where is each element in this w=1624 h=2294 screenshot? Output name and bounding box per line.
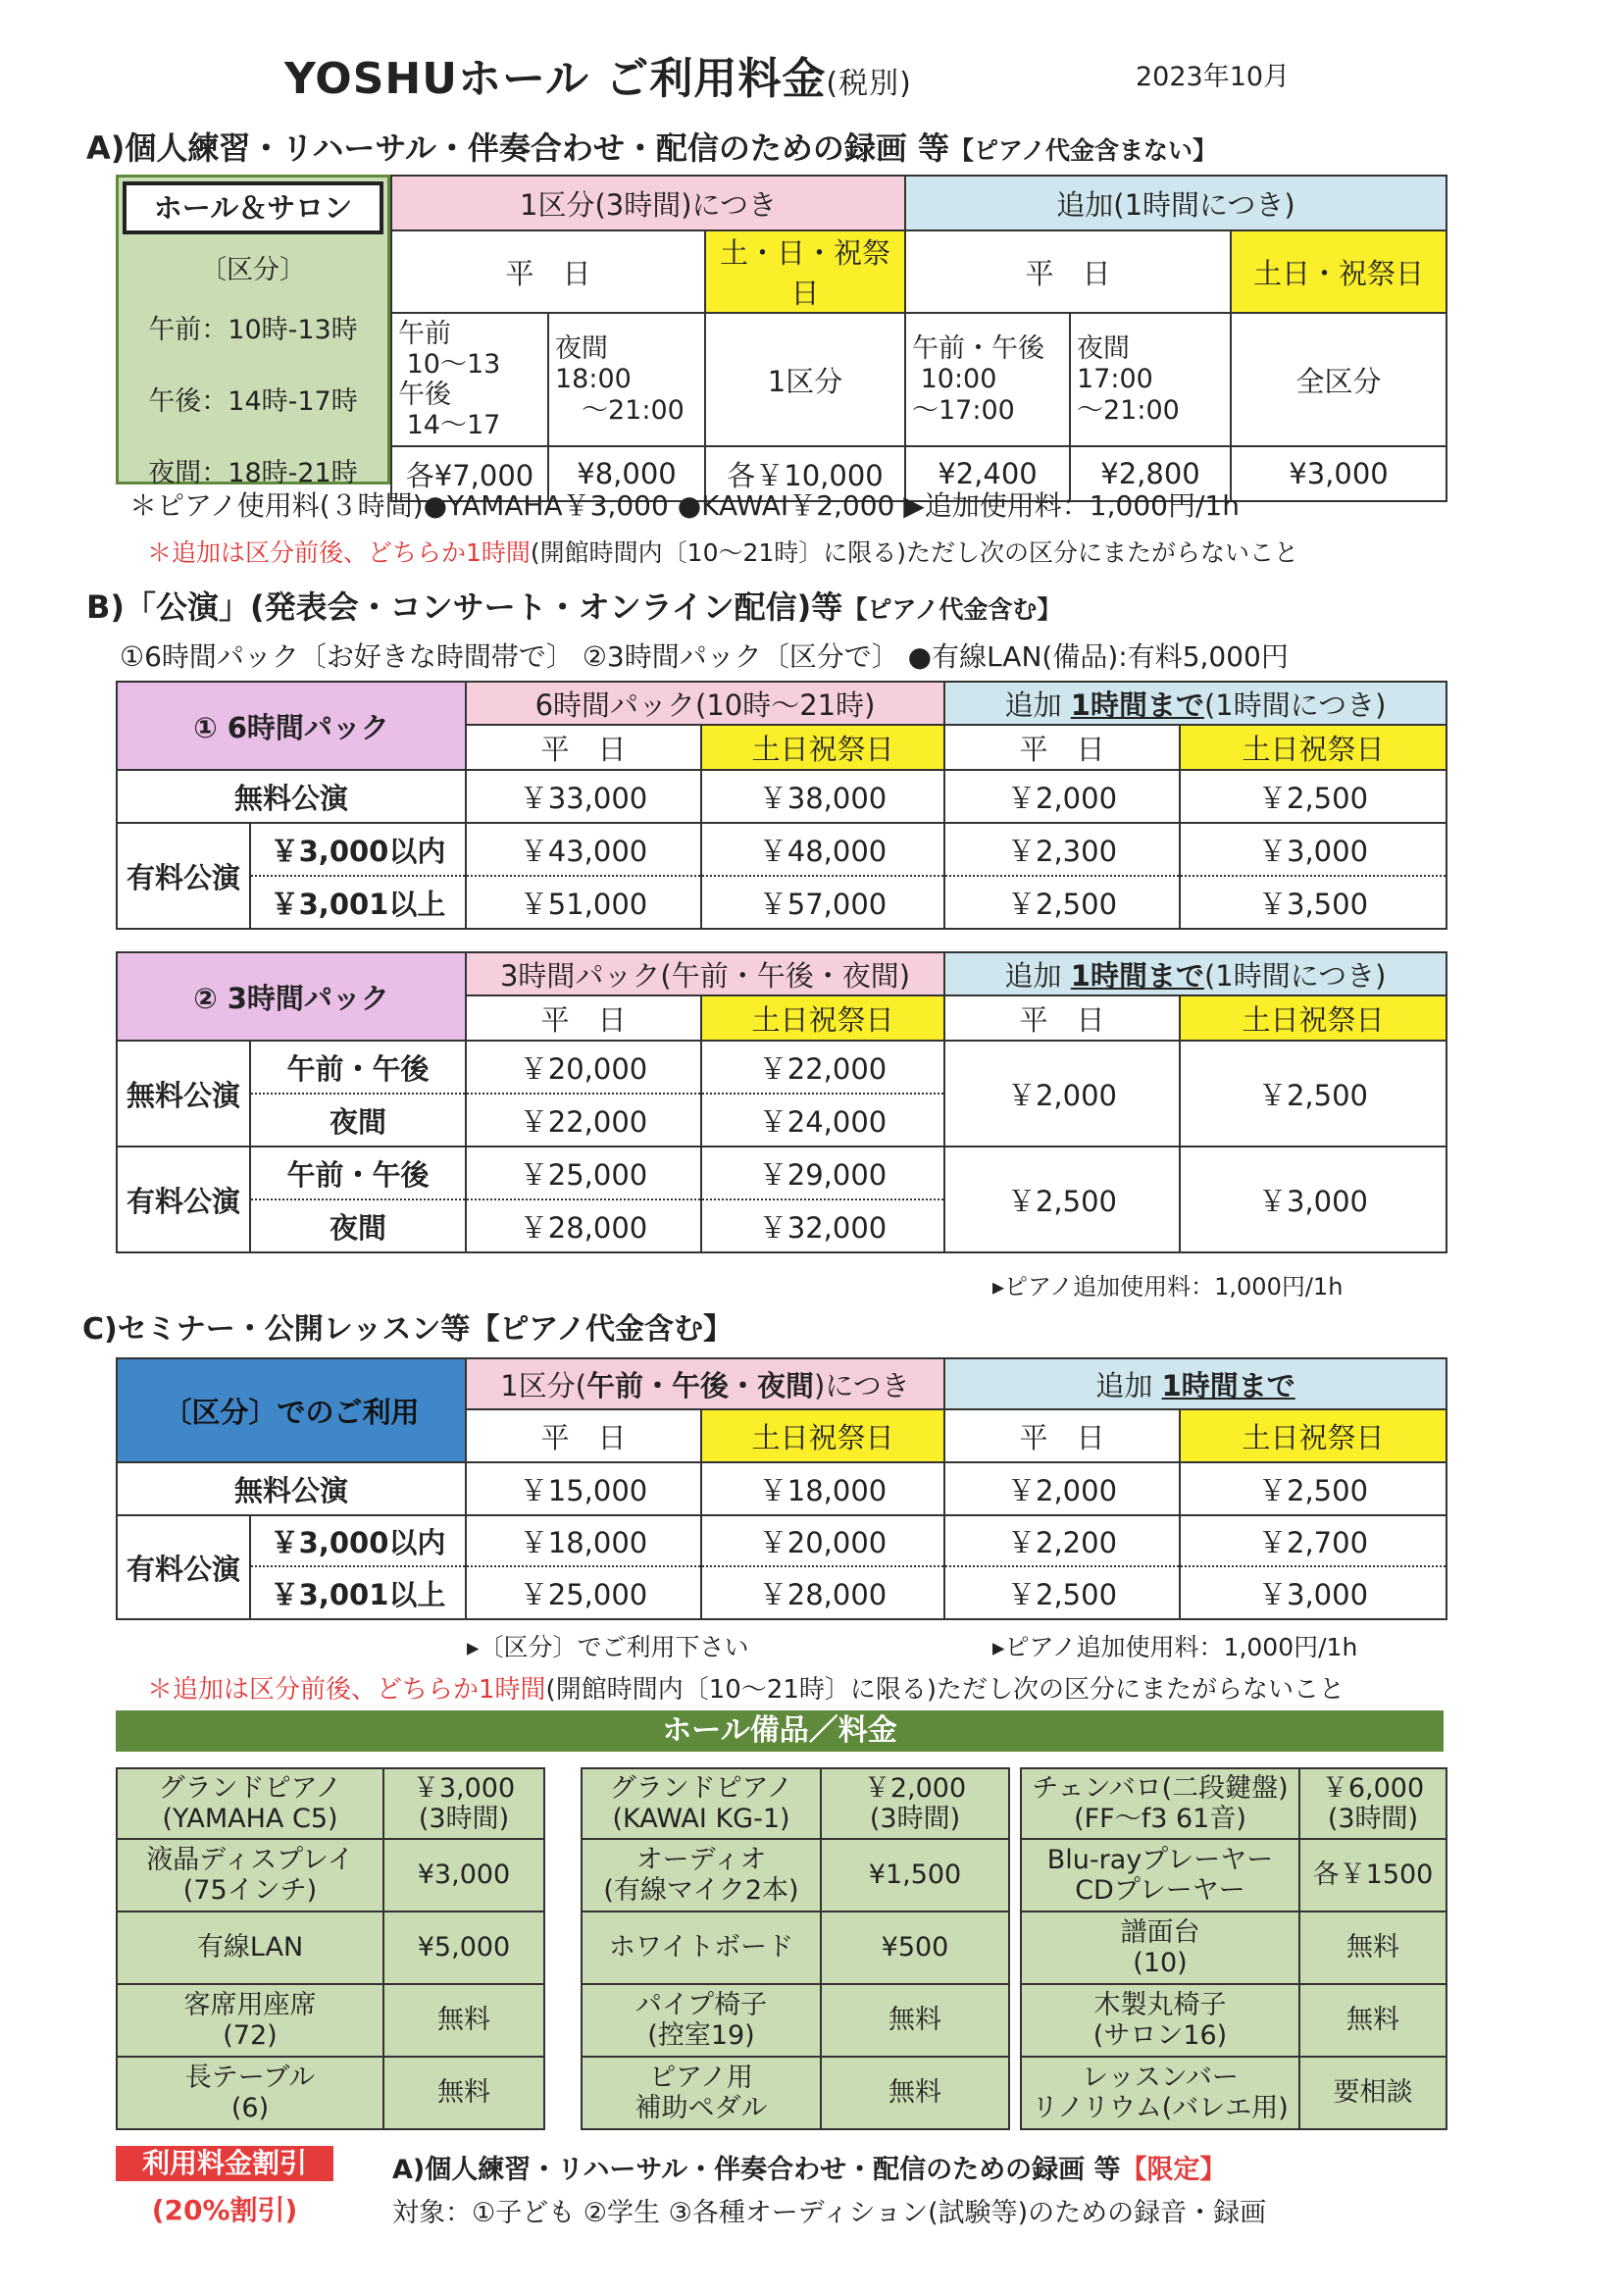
- c-block-bold: 午前・午後・夜間: [586, 1368, 815, 1402]
- equip-price: 無料: [1299, 1984, 1446, 2057]
- extra-note-a-rest: (開館時間内〔10〜21時〕に限る)ただし次の区分にまたがらないこと: [530, 538, 1299, 567]
- section-a-tag: 【ピアノ代金含まない】: [948, 136, 1217, 165]
- price-cell: ￥18,000: [701, 1462, 944, 1515]
- price-cell: ￥20,000: [701, 1515, 944, 1566]
- price-cell: ￥20,000: [466, 1041, 701, 1094]
- price-cell: ￥2,000: [944, 1041, 1180, 1147]
- price-cell: ￥18,000: [466, 1515, 701, 1566]
- kubun-panel: [116, 175, 390, 488]
- price-cell: ￥2,000: [944, 1462, 1180, 1515]
- price-cell: ￥32,000: [701, 1199, 944, 1252]
- equip-item: 客席用座席 (72): [117, 1984, 383, 2057]
- section-b-tag: 【ピアノ代金含む】: [842, 595, 1062, 624]
- discount-line1-tag: 【限定】: [1120, 2155, 1227, 2185]
- price-cell: ￥3,000: [1180, 1147, 1446, 1252]
- table-a: [390, 175, 1447, 502]
- price-cell: ￥2,500: [1180, 770, 1446, 823]
- section-a-title: A)個人練習・リハーサル・伴奏合わせ・配信のための録画 等: [86, 129, 949, 167]
- price-cell: ￥2,500: [944, 876, 1180, 929]
- col-add: 追加(1時間につき): [905, 176, 1446, 230]
- night-label: 夜間: [250, 1094, 466, 1147]
- add-bold: 1時間まで: [1070, 958, 1204, 993]
- holiday-add: 土日・祝祭日: [1231, 230, 1446, 313]
- slot-one: 1区分: [705, 313, 905, 446]
- free-label: 無料公演: [117, 770, 466, 823]
- slot-am-pm: 午前 10〜13 午後 14〜17: [391, 313, 548, 446]
- price-cell: ￥2,500: [1180, 1462, 1446, 1515]
- kubun-night: 夜間：18時-21時: [148, 458, 358, 488]
- equip-price: ￥3,000 (3時間): [383, 1768, 544, 1839]
- price-cell: 各¥7,000: [391, 446, 548, 501]
- price-cell: ￥2,200: [944, 1515, 1180, 1566]
- add-pre: 追加: [1004, 958, 1071, 993]
- price-cell: ￥2,000: [944, 770, 1180, 823]
- c-note-right: ▸ピアノ追加使用料：1,000円/1h: [992, 1633, 1358, 1661]
- c-block-post: )につき: [814, 1368, 910, 1402]
- discount-line2: 対象：①子ども ②学生 ③各種オーディション(試験等)のための録音・録画: [392, 2198, 1267, 2228]
- table-b2: [116, 951, 1447, 1253]
- holiday: 土日祝祭日: [701, 995, 944, 1041]
- slot-night: 夜間 18:00 〜21:00: [548, 313, 705, 446]
- price-cell: ¥3,000: [1231, 446, 1446, 501]
- equip-price: 無料: [383, 1984, 544, 2057]
- over-label: ￥3,001以上: [250, 876, 466, 929]
- equip-item: グランドピアノ (KAWAI KG-1): [582, 1768, 821, 1839]
- price-cell: ￥3,500: [1180, 876, 1446, 929]
- section-c-title: C)セミナー・公開レッスン等: [82, 1312, 471, 1347]
- c-add-bold: 1時間まで: [1161, 1368, 1295, 1402]
- under-label: ￥3,000以内: [250, 823, 466, 876]
- equip-price: 無料: [821, 2057, 1009, 2129]
- add-pre: 追加: [1004, 688, 1071, 722]
- holiday: 土日祝祭日: [701, 1409, 944, 1462]
- pack6-add: [944, 682, 1446, 725]
- equip-price: 要相談: [1299, 2057, 1446, 2129]
- extra-note-a: [147, 534, 1298, 569]
- price-cell: ￥22,000: [701, 1041, 944, 1094]
- equip-item: ホワイトボード: [582, 1912, 821, 1984]
- free-label: 無料公演: [117, 1041, 250, 1147]
- equip-item: 有線LAN: [117, 1912, 383, 1984]
- kubun-use-label: 〔区分〕でのご利用: [117, 1358, 466, 1462]
- date: 2023年10月: [1136, 62, 1291, 92]
- equip-item: 長テーブル (6): [117, 2057, 383, 2129]
- extra-note-a-red: ＊追加は区分前後、どちらか1時間: [147, 538, 531, 567]
- price-cell: ￥38,000: [701, 770, 944, 823]
- c-block-pre: 1区分(: [500, 1368, 587, 1402]
- pack3-col: 3時間パック(午前・午後・夜間): [466, 952, 944, 995]
- equip-price: 無料: [383, 2057, 544, 2129]
- table-b1: [116, 681, 1447, 930]
- weekday: 平 日: [944, 1409, 1180, 1462]
- equip-item: オーディオ (有線マイク2本): [582, 1839, 821, 1912]
- price-cell: ￥57,000: [701, 876, 944, 929]
- equip-item: チェンバロ(二段鍵盤) (FF〜f3 61音): [1021, 1768, 1299, 1839]
- price-cell: ¥2,400: [905, 446, 1070, 501]
- piano-note-a: ＊ピアノ使用料(３時間)●YAMAHA￥3,000 ●KAWAI￥2,000 ▶追加使用料：1,000円/1h: [129, 489, 1240, 522]
- price-cell: ￥24,000: [701, 1094, 944, 1147]
- add-post: (1時間につき): [1203, 958, 1387, 993]
- equip-item: 液晶ディスプレイ (75インチ): [117, 1839, 383, 1912]
- price-cell: ￥48,000: [701, 823, 944, 876]
- col-block: 1区分(3時間)につき: [391, 176, 905, 230]
- equip-price: 無料: [821, 1984, 1009, 2057]
- equip-item: パイプ椅子 (控室19): [582, 1984, 821, 2057]
- equip-price: ¥500: [821, 1912, 1009, 1984]
- section-c-heading: [82, 1304, 733, 1348]
- section-b-heading: [86, 583, 1061, 628]
- discount-badge: 利用料金割引: [116, 2146, 333, 2181]
- price-cell: ￥2,700: [1180, 1515, 1446, 1566]
- equip-item: ピアノ用 補助ペダル: [582, 2057, 821, 2129]
- under-label: ￥3,000以内: [250, 1515, 466, 1566]
- equip-price: 各￥1500: [1299, 1839, 1446, 1912]
- kubun-am: 午前：10時-13時: [148, 315, 358, 345]
- equip-price: ￥6,000 (3時間): [1299, 1768, 1446, 1839]
- price-cell: ￥25,000: [466, 1566, 701, 1619]
- weekday: 平 日: [944, 995, 1180, 1041]
- price-cell: ¥2,800: [1070, 446, 1231, 501]
- paid-label: 有料公演: [117, 823, 250, 929]
- section-b-title: B)「公演」(発表会・コンサート・オンライン配信)等: [86, 588, 843, 626]
- equip-price: ¥1,500: [821, 1839, 1009, 1912]
- equip-price: ¥3,000: [383, 1839, 544, 1912]
- section-c-tag: 【ピアノ代金含む】: [470, 1312, 734, 1347]
- section-a-heading: [86, 124, 1217, 169]
- price-cell: ￥29,000: [701, 1147, 944, 1199]
- price-cell: ￥3,000: [1180, 1566, 1446, 1619]
- pack3-add: [944, 952, 1446, 995]
- equip-item: 木製丸椅子 (サロン16): [1021, 1984, 1299, 2057]
- price-cell: ￥22,000: [466, 1094, 701, 1147]
- hall-label: ホール＆サロン: [123, 181, 383, 234]
- weekday: 平 日: [944, 725, 1180, 770]
- pack3-label: ② 3時間パック: [117, 952, 466, 1041]
- holiday: 土日祝祭日: [1180, 995, 1446, 1041]
- title-sub: (税別): [826, 67, 912, 101]
- c-col-add: [944, 1358, 1446, 1409]
- equipment-table-1: [116, 1767, 545, 2130]
- price-cell: ￥51,000: [466, 876, 701, 929]
- equipment-table-2: [581, 1767, 1010, 2130]
- holiday-a: 土・日・祝祭日: [705, 230, 905, 313]
- price-cell: ¥8,000: [548, 446, 705, 501]
- price-cell: ￥2,500: [944, 1147, 1180, 1252]
- over-label: ￥3,001以上: [250, 1566, 466, 1619]
- price-cell: ￥33,000: [466, 770, 701, 823]
- price-cell: ￥28,000: [701, 1566, 944, 1619]
- free-label: 無料公演: [117, 1462, 466, 1515]
- price-cell: ￥28,000: [466, 1199, 701, 1252]
- equip-price: 無料: [1299, 1912, 1446, 1984]
- c-note-left: ▸〔区分〕でご利用下さい: [467, 1633, 749, 1661]
- price-cell: ￥15,000: [466, 1462, 701, 1515]
- paid-label: 有料公演: [117, 1515, 250, 1619]
- weekday-a: 平 日: [391, 230, 705, 313]
- equipment-title: ホール備品／料金: [116, 1710, 1444, 1752]
- slot-add-day: 午前・午後 10:00 〜17:00: [905, 313, 1070, 446]
- price-cell: ￥2,500: [1180, 1041, 1446, 1147]
- add-post: (1時間につき): [1203, 688, 1387, 722]
- paid-label: 有料公演: [117, 1147, 250, 1252]
- slot-all: 全区分: [1231, 313, 1446, 446]
- equip-price: ￥2,000 (3時間): [821, 1768, 1009, 1839]
- title-main: YOSHUホール ご利用料金: [284, 54, 827, 104]
- discount-rate: (20%割引): [151, 2194, 298, 2226]
- piano-note-b: ▸ピアノ追加使用料：1,000円/1h: [992, 1273, 1344, 1300]
- kubun-head: 〔区分〕: [200, 255, 306, 285]
- equip-price: ¥5,000: [383, 1912, 544, 1984]
- price-cell: ￥43,000: [466, 823, 701, 876]
- discount-line1: [392, 2148, 1226, 2186]
- page-title: [284, 43, 912, 106]
- extra-note-c: [147, 1669, 1345, 1706]
- kubun-pm: 午後：14時-17時: [148, 386, 358, 417]
- weekday: 平 日: [466, 1409, 701, 1462]
- equip-item: 譜面台 (10): [1021, 1912, 1299, 1984]
- price-cell: ￥2,500: [944, 1566, 1180, 1619]
- ampm-label: 午前・午後: [250, 1147, 466, 1199]
- weekday: 平 日: [466, 995, 701, 1041]
- equip-item: グランドピアノ (YAMAHA C5): [117, 1768, 383, 1839]
- weekday: 平 日: [466, 725, 701, 770]
- weekday-add: 平 日: [905, 230, 1231, 313]
- price-cell: ￥25,000: [466, 1147, 701, 1199]
- slot-add-night: 夜間 17:00 〜21:00: [1070, 313, 1231, 446]
- ampm-label: 午前・午後: [250, 1041, 466, 1094]
- equip-item: レッスンバー リノリウム(バレエ用): [1021, 2057, 1299, 2129]
- extra-note-c-red: ＊追加は区分前後、どちらか1時間: [147, 1675, 546, 1705]
- pack6-label: ① 6時間パック: [117, 682, 466, 770]
- holiday: 土日祝祭日: [1180, 725, 1446, 770]
- night-label: 夜間: [250, 1199, 466, 1252]
- holiday: 土日祝祭日: [1180, 1409, 1446, 1462]
- equipment-table-3: [1020, 1767, 1447, 2130]
- extra-note-c-rest: (開館時間内〔10〜21時〕に限る)ただし次の区分にまたがらないこと: [545, 1675, 1345, 1705]
- discount-line1-text: A)個人練習・リハーサル・伴奏合わせ・配信のための録画 等: [392, 2155, 1121, 2185]
- table-c: [116, 1357, 1447, 1620]
- price-cell: ￥2,300: [944, 823, 1180, 876]
- c-add-pre: 追加: [1095, 1368, 1162, 1402]
- pack6-col: 6時間パック(10時〜21時): [466, 682, 944, 725]
- price-cell: ￥3,000: [1180, 823, 1446, 876]
- price-cell: 各￥10,000: [705, 446, 905, 501]
- c-col-block: [466, 1358, 944, 1409]
- holiday: 土日祝祭日: [701, 725, 944, 770]
- equip-item: Blu-rayプレーヤー CDプレーヤー: [1021, 1839, 1299, 1912]
- add-bold: 1時間まで: [1070, 688, 1204, 722]
- section-b-subline: ①6時間パック〔お好きな時間帯で〕 ②3時間パック〔区分で〕 ●有線LAN(備品):有料5,000円: [120, 640, 1289, 673]
